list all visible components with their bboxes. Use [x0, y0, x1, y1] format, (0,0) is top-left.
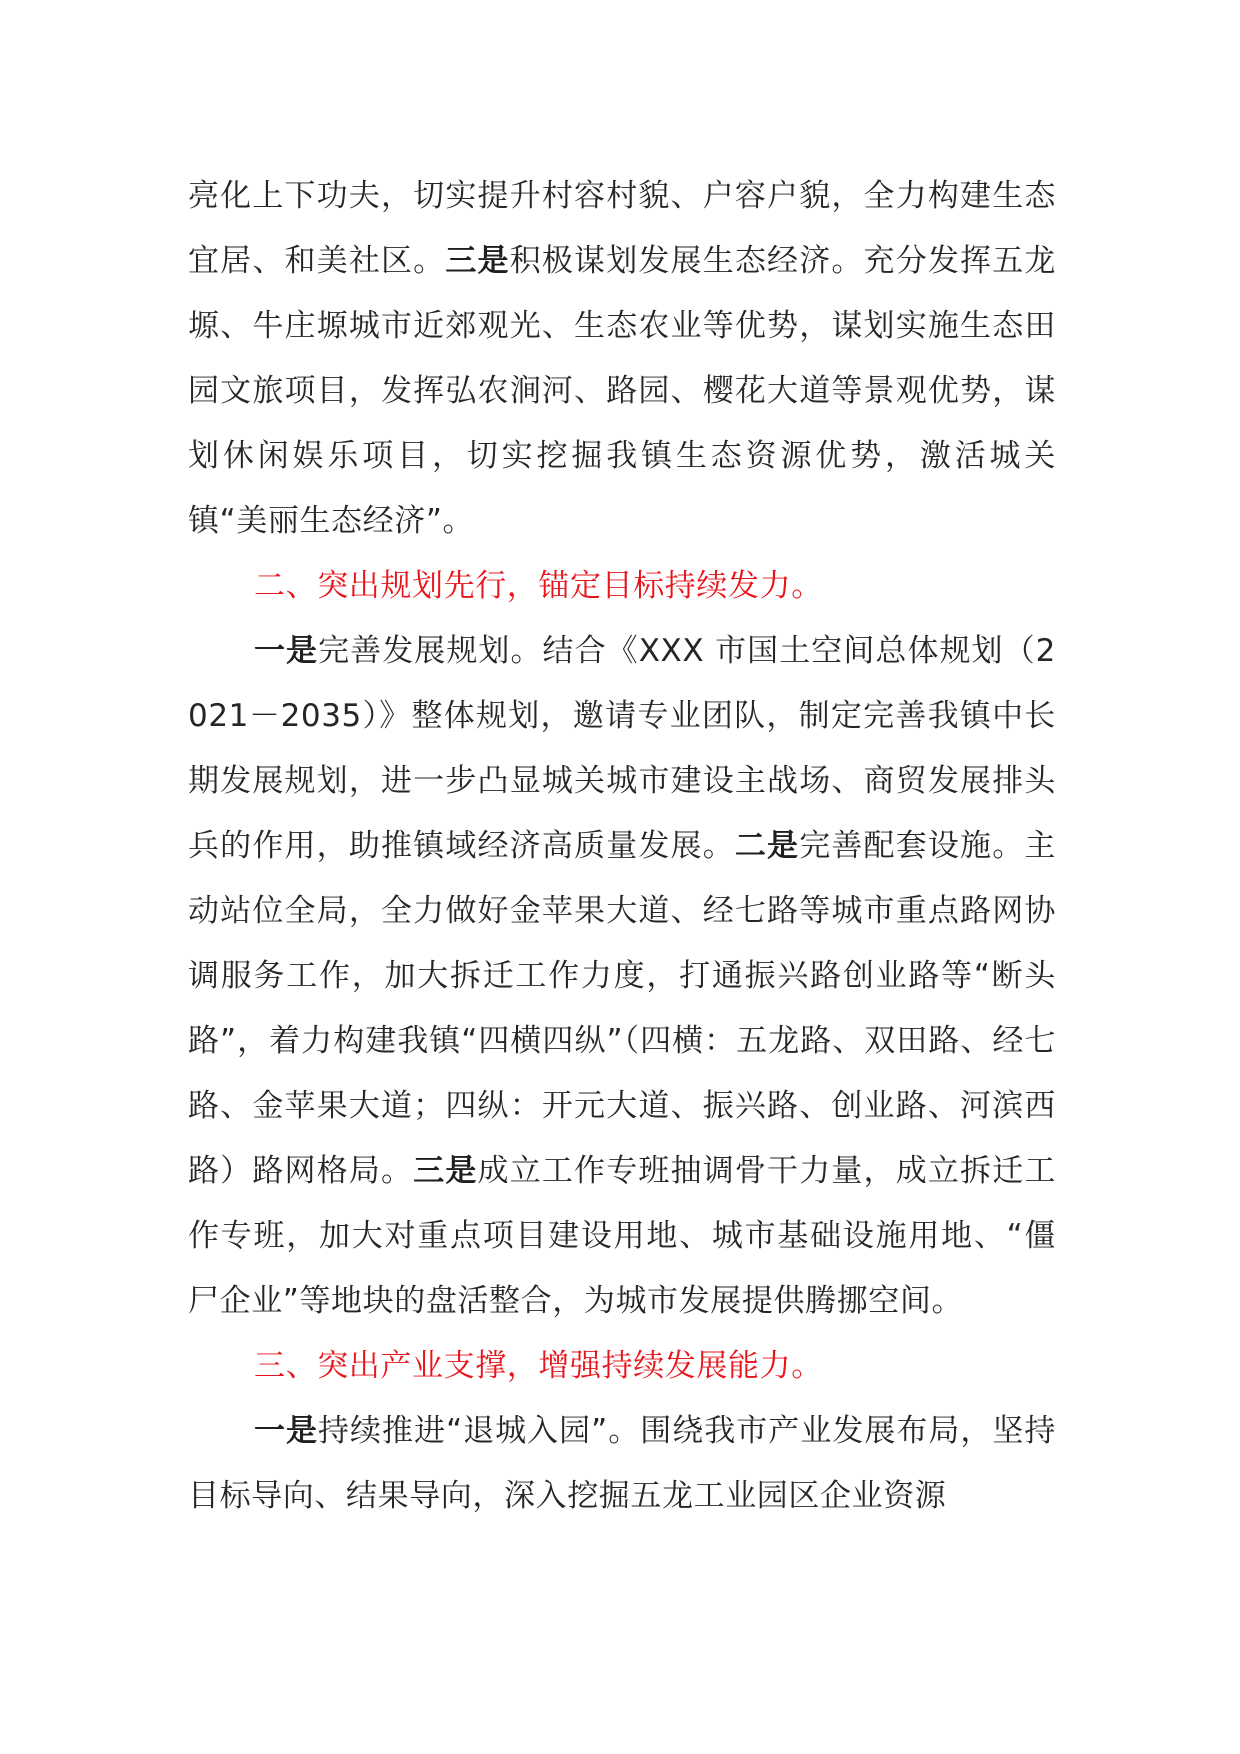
- paragraph-ecology-continued: [188, 164, 1056, 554]
- paragraph-planning: [188, 619, 1056, 1334]
- heading-text: 二、突出规划先行，锚定目标持续发力。: [254, 568, 823, 604]
- emphasis-label-two: 二是: [734, 828, 800, 864]
- paragraph-text: 持续推进“退城入园”。围绕我市产业发展布局，坚持目标导向、结果导向，深入挖掘五龙工业园区企业资源: [188, 1413, 1056, 1514]
- paragraph-text: 积极谋划发展生态经济。充分发挥五龙塬、牛庄塬城市近郊观光、生态农业等优势，谋划实施生态田园文旅项目，发挥弘农涧河、路园、樱花大道等景观优势，谋划休闲娱乐项目，切实挖掘我镇生态资源优势，激活城关镇“美丽生态经济”。: [188, 243, 1056, 539]
- heading-text: 三、突出产业支撑，增强持续发展能力。: [254, 1348, 823, 1384]
- section-heading-industry: [188, 1334, 1056, 1399]
- emphasis-label-three: 三是: [445, 243, 510, 279]
- emphasis-label-one: 一是: [254, 633, 319, 669]
- paragraph-text: 完善配套设施。主动站位全局，全力做好金苹果大道、经七路等城市重点路网协调服务工作，加大拆迁工作力度，打通振兴路创业路等“断头路”，着力构建我镇“四横四纵”（四横：五龙路、双田路、经七路、金苹果大道；四纵：开元大道、振兴路、创业路、河滨西路）路网格局。: [188, 828, 1056, 1189]
- paragraph-industry: [188, 1399, 1056, 1529]
- paragraph-text: 完善发展规划。结合《XXX 市国土空间总体规划（2021－2035）》整体规划，邀请专业团队，制定完善我镇中长期发展规划，进一步凸显城关城市建设主战场、商贸发展排头兵的作用，助推镇域经济高质量发展。: [188, 633, 1056, 864]
- section-heading-planning: [188, 554, 1056, 619]
- paragraph-text: 亮化上下功夫，切实提升村容村貌、户容户貌，全力构建生态宜居、和美社区。: [188, 178, 1056, 279]
- paragraph-text: 成立工作专班抽调骨干力量，成立拆迁工作专班，加大对重点项目建设用地、城市基础设施用地、“僵尸企业”等地块的盘活整合，为城市发展提供腾挪空间。: [188, 1153, 1056, 1319]
- emphasis-label-one: 一是: [254, 1413, 319, 1449]
- emphasis-label-three: 三是: [413, 1153, 478, 1189]
- document-page: [188, 164, 1056, 1529]
